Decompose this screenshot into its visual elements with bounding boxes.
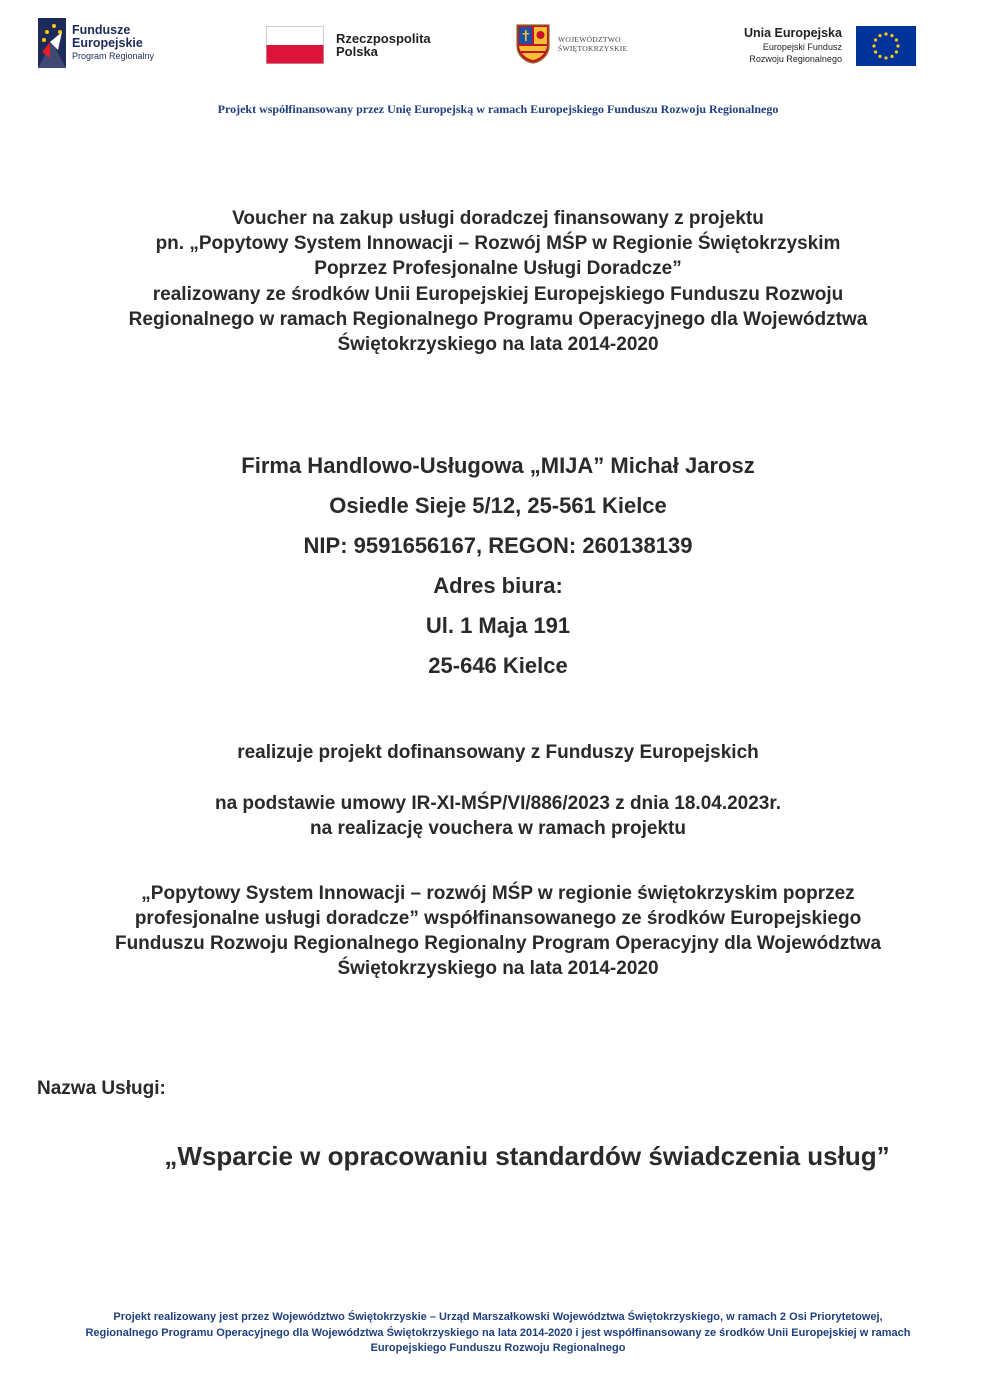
rzeczpospolita-polska-logo — [266, 26, 431, 64]
company-details — [0, 446, 996, 686]
title-line: pn. „Popytowy System Innowacji – Rozwój MŚP w Regionie Świętokrzyskim — [155, 233, 841, 255]
rp-logo-line1: Rzeczpospolita — [336, 31, 431, 46]
eu-flag-icon — [856, 26, 916, 66]
cofinancing-note: Projekt współfinansowany przez Unię Europejską w ramach Europejskiego Funduszu Rozwoju Regionalnego — [217, 102, 779, 116]
fe-logo-line3: Program Regionalny — [72, 50, 155, 61]
fe-logo-line2: Europejskie — [72, 35, 143, 50]
unia-europejska-logo — [744, 26, 916, 66]
service-name: „Wsparcie w opracowaniu standardów świadczenia usług” — [164, 1141, 890, 1171]
office-street: Ul. 1 Maja 191 — [425, 613, 571, 638]
title-line: realizowany ze środków Unii Europejskiej Europejskiego Funduszu Rozwoju — [152, 283, 844, 305]
ws-logo-line1: WOJEWÓDZTWO — [558, 35, 621, 44]
logos-bar — [0, 14, 996, 74]
ws-logo-line2: ŚWIĘTOKRZYSKIE — [558, 44, 628, 53]
voucher-title — [0, 206, 996, 357]
footer-line: Regionalnego Programu Operacyjnego dla Województwa Świętokrzyskiego na lata 2014-2020 i jest współfinansowany ze środków Unii Europejskiej w ramach — [85, 1326, 911, 1339]
project-line: profesjonalne usługi doradcze” współfinansowanego ze środków Europejskiego — [134, 908, 862, 929]
fundusze-europejskie-icon — [38, 18, 66, 68]
agreement-line: na podstawie umowy IR-XI-MŚP/VI/886/2023 z dnia 18.04.2023r. — [214, 793, 781, 814]
fe-logo-line1: Fundusze — [72, 22, 131, 37]
ue-logo-line2: Europejski Fundusz — [762, 42, 842, 52]
title-line: Świętokrzyskiego na lata 2014-2020 — [337, 334, 659, 356]
footer-line: Europejskiego Funduszu Rozwoju Regionalnego — [370, 1342, 626, 1354]
funding-line: realizuje projekt dofinansowany z Funduszy Europejskich — [237, 742, 759, 763]
title-line: Poprzez Profesjonalne Usługi Doradcze” — [314, 258, 682, 280]
office-address-label: Adres biura: — [433, 573, 563, 598]
agreement-statement — [0, 791, 996, 841]
title-line: Regionalnego w ramach Regionalnego Programu Operacyjnego dla Województwa — [128, 308, 868, 330]
polish-flag-icon — [266, 26, 324, 64]
company-tax-ids: NIP: 9591656167, REGON: 260138139 — [303, 533, 693, 558]
fundusze-europejskie-logo — [38, 18, 154, 68]
service-label: Nazwa Usługi: — [37, 1078, 166, 1099]
ue-logo-line3: Rozwoju Regionalnego — [749, 54, 842, 64]
project-line: Świętokrzyskiego na lata 2014-2020 — [337, 958, 659, 979]
coat-of-arms-icon — [516, 24, 550, 64]
project-line: „Popytowy System Innowacji – rozwój MŚP w regionie świętokrzyskim poprzez — [141, 883, 855, 904]
company-address: Osiedle Sieje 5/12, 25-561 Kielce — [329, 493, 667, 518]
ue-logo-line1: Unia Europejska — [744, 26, 842, 40]
office-city: 25-646 Kielce — [428, 653, 568, 678]
title-line: Voucher na zakup usługi doradczej finansowany z projektu — [232, 208, 764, 229]
project-line: Funduszu Rozwoju Regionalnego Regionalny Program Operacyjny dla Województwa — [114, 933, 882, 954]
funding-statement — [0, 740, 996, 765]
agreement-line: na realizację vouchera w ramach projektu — [310, 818, 686, 839]
company-name: Firma Handlowo-Usługowa „MIJA” Michał Jarosz — [241, 453, 755, 478]
wojewodztwo-swietokrzyskie-logo — [516, 24, 627, 64]
footer-line: Projekt realizowany jest przez Województwo Świętokrzyskie – Urząd Marszałkowski Województwa Świętokrzyskiego, w ramach 2 Osi Priorytetowej, — [113, 1311, 883, 1323]
project-statement — [0, 881, 996, 981]
rp-logo-line2: Polska — [336, 44, 378, 59]
footer-note — [0, 1310, 996, 1357]
